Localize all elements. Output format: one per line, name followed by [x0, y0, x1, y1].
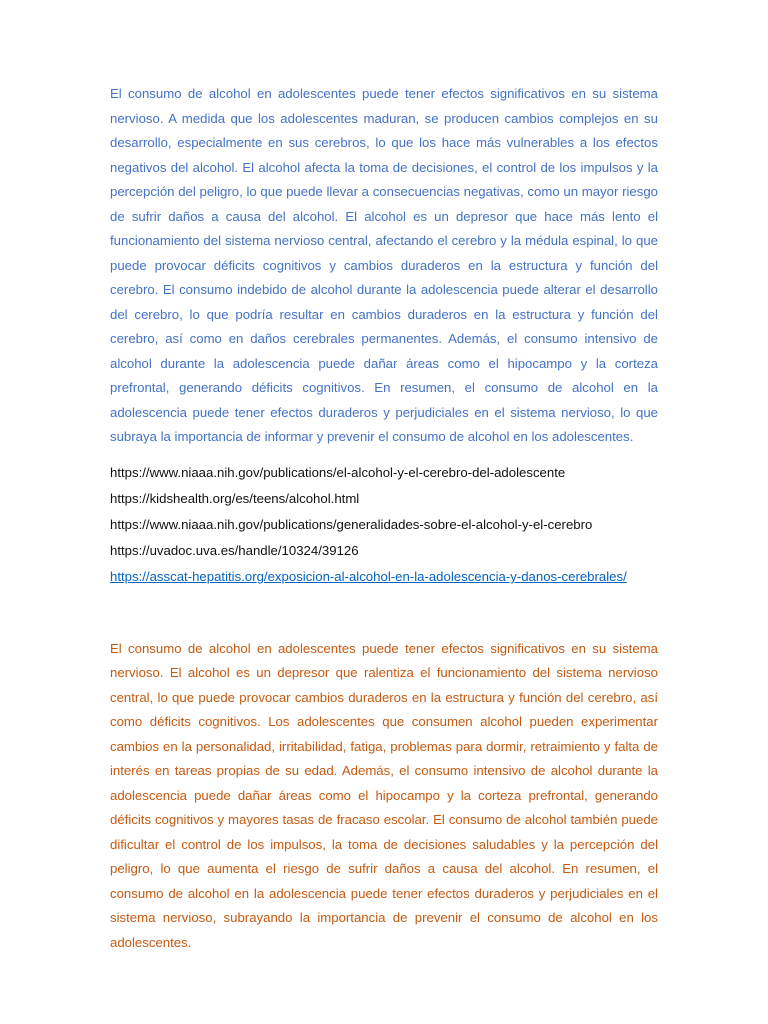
- reference-item: https://uvadoc.uva.es/handle/10324/39126: [110, 543, 359, 559]
- document-page: [110, 82, 658, 955]
- paragraph-orange: El consumo de alcohol en adolescentes puede tener efectos significativos en su sistema nervioso. El alcohol es un depresor que ralentiza el funcionamiento del sistema nervioso central, lo que puede provocar cambios duraderos en la estructura y función del cerebro, así como déficits cognitivos. Los adolescentes que consumen alcohol pueden experimentar cambios en la personalidad, irritabilidad, fatiga, problemas para dormir, retraimiento y falta de interés en tareas propias de su edad. Además, el consumo intensivo de alcohol durante la adolescencia puede dañar áreas como el hipocampo y la corteza prefrontal, generando déficits cognitivos y mayores tasas de fracaso escolar. El consumo de alcohol también puede dificultar el control de los impulsos, la toma de decisiones saludables y la percepción del peligro, lo que aumenta el riesgo de sufrir daños a causa del alcohol. En resumen, el consumo de alcohol en la adolescencia puede tener efectos duraderos y perjudiciales en el sistema nervioso, subrayando la importancia de prevenir el consumo de alcohol en los adolescentes.: [110, 640, 658, 950]
- reference-item: https://www.niaaa.nih.gov/publications/el-alcohol-y-el-cerebro-del-adolescente: [110, 464, 566, 480]
- spacer: [110, 607, 658, 637]
- paragraph-blue: El consumo de alcohol en adolescentes puede tener efectos significativos en su sistema nervioso. A medida que los adolescentes maduran, se producen cambios complejos en su desarrollo, especialmente en sus cerebros, lo que los hace más vulnerables a los efectos negativos del alcohol. El alcohol afecta la toma de decisiones, el control de los impulsos y la percepción del peligro, lo que puede llevar a consecuencias negativas, como un mayor riesgo de sufrir daños a causa del alcohol. El alcohol es un depresor que hace más lento el funcionamiento del sistema nervioso central, afectando el cerebro y la médula espinal, lo que puede provocar déficits cognitivos y cambios duraderos en la estructura y función del cerebro. El consumo indebido de alcohol durante la adolescencia puede alterar el desarrollo del cerebro, lo que podría resultar en cambios duraderos en la estructura y función del cerebro, así como en daños cerebrales permanentes. Además, el consumo intensivo de alcohol durante la adolescencia puede dañar áreas como el hipocampo y la corteza prefrontal, generando déficits cognitivos. En resumen, el consumo de alcohol en la adolescencia puede tener efectos duraderos y perjudiciales en el sistema nervioso, lo que subraya la importancia de informar y prevenir el consumo de alcohol en los adolescentes.: [110, 86, 658, 444]
- reference-item: https://kidshealth.org/es/teens/alcohol.html: [110, 490, 360, 506]
- reference-list: [110, 460, 658, 591]
- reference-item: https://www.niaaa.nih.gov/publications/generalidades-sobre-el-alcohol-y-el-cerebro: [110, 516, 593, 532]
- reference-hyperlink[interactable]: https://asscat-hepatitis.org/exposicion-al-alcohol-en-la-adolescencia-y-danos-cerebrales/: [110, 569, 627, 585]
